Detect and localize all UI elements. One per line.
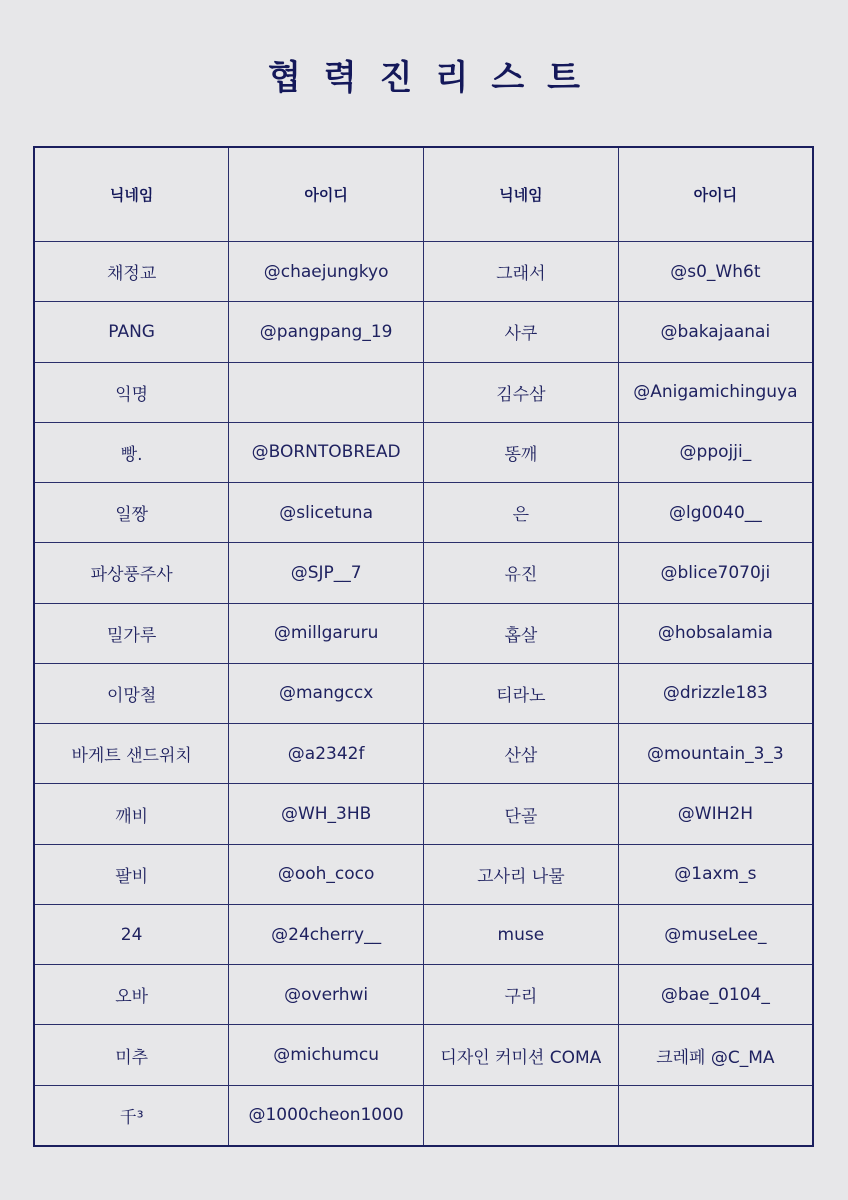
cell-id-left: @millgaruru: [229, 603, 424, 663]
cell-id-left: @chaejungkyo: [229, 242, 424, 302]
cell-nickname-right: 김수삼: [424, 362, 619, 422]
cell-nickname-right: 고사리 나물: [424, 844, 619, 904]
cell-id-left: @pangpang_19: [229, 302, 424, 362]
header-nickname-left: 닉네임: [34, 147, 229, 242]
cell-nickname-left: 千³: [34, 1085, 229, 1146]
table-row: [34, 603, 813, 663]
cell-nickname-right: [424, 1085, 619, 1146]
table-row: [34, 724, 813, 784]
cell-nickname-right: 홉살: [424, 603, 619, 663]
header-id-right: 아이디: [618, 147, 813, 242]
cell-id-right: @Anigamichinguya: [618, 362, 813, 422]
cell-id-left: @SJP__7: [229, 543, 424, 603]
cell-id-right: @museLee_: [618, 904, 813, 964]
cell-nickname-left: 오바: [34, 965, 229, 1025]
cell-id-left: @a2342f: [229, 724, 424, 784]
table-row: [34, 1085, 813, 1146]
cell-id-right: @WIH2H: [618, 784, 813, 844]
cell-nickname-right: 티라노: [424, 663, 619, 723]
cell-id-right: @mountain_3_3: [618, 724, 813, 784]
table-row: [34, 663, 813, 723]
cell-id-left: @slicetuna: [229, 483, 424, 543]
cell-nickname-left: 미추: [34, 1025, 229, 1085]
cell-nickname-left: 밀가루: [34, 603, 229, 663]
cell-nickname-left: 일짱: [34, 483, 229, 543]
cell-id-left: @WH_3HB: [229, 784, 424, 844]
table-row: [34, 362, 813, 422]
table-row: [34, 543, 813, 603]
header-row: [34, 147, 813, 242]
cell-id-right: @bae_0104_: [618, 965, 813, 1025]
cell-nickname-left: 바게트 샌드위치: [34, 724, 229, 784]
collaborator-table: [33, 146, 814, 1147]
cell-nickname-right: 디자인 커미션 COMA: [424, 1025, 619, 1085]
table-row: [34, 904, 813, 964]
table-row: [34, 302, 813, 362]
table-row: [34, 483, 813, 543]
cell-id-right: @ppojji_: [618, 422, 813, 482]
page-title: 협력진리스트: [267, 58, 604, 98]
cell-nickname-left: 깨비: [34, 784, 229, 844]
cell-id-right: @blice7070ji: [618, 543, 813, 603]
cell-nickname-right: muse: [424, 904, 619, 964]
cell-id-right: @s0_Wh6t: [618, 242, 813, 302]
cell-nickname-left: 이망철: [34, 663, 229, 723]
cell-id-right: @bakajaanai: [618, 302, 813, 362]
cell-nickname-right: 똥깨: [424, 422, 619, 482]
cell-nickname-right: 그래서: [424, 242, 619, 302]
cell-nickname-left: 익명: [34, 362, 229, 422]
table-row: [34, 965, 813, 1025]
cell-nickname-right: 단골: [424, 784, 619, 844]
table-row: [34, 1025, 813, 1085]
table-row: [34, 844, 813, 904]
cell-id-right: @lg0040__: [618, 483, 813, 543]
table-row: [34, 242, 813, 302]
header-nickname-right: 닉네임: [424, 147, 619, 242]
cell-id-left: [229, 362, 424, 422]
cell-id-left: @1000cheon1000: [229, 1085, 424, 1146]
cell-id-left: @overhwi: [229, 965, 424, 1025]
cell-id-right: @hobsalamia: [618, 603, 813, 663]
cell-id-left: @BORNTOBREAD: [229, 422, 424, 482]
cell-nickname-right: 사쿠: [424, 302, 619, 362]
cell-nickname-left: 팔비: [34, 844, 229, 904]
cell-nickname-right: 유진: [424, 543, 619, 603]
cell-nickname-right: 은: [424, 483, 619, 543]
cell-id-left: @mangccx: [229, 663, 424, 723]
cell-nickname-left: 빵.: [34, 422, 229, 482]
cell-nickname-left: 24: [34, 904, 229, 964]
cell-nickname-left: PANG: [34, 302, 229, 362]
cell-id-right: 크레페 @C_MA: [618, 1025, 813, 1085]
cell-nickname-right: 산삼: [424, 724, 619, 784]
cell-nickname-left: 채정교: [34, 242, 229, 302]
cell-id-left: @24cherry__: [229, 904, 424, 964]
cell-nickname-left: 파상풍주사: [34, 543, 229, 603]
cell-id-left: @michumcu: [229, 1025, 424, 1085]
header-id-left: 아이디: [229, 147, 424, 242]
cell-id-right: @1axm_s: [618, 844, 813, 904]
table-row: [34, 422, 813, 482]
table-row: [34, 784, 813, 844]
cell-id-right: [618, 1085, 813, 1146]
cell-id-left: @ooh_coco: [229, 844, 424, 904]
cell-id-right: @drizzle183: [618, 663, 813, 723]
cell-nickname-right: 구리: [424, 965, 619, 1025]
